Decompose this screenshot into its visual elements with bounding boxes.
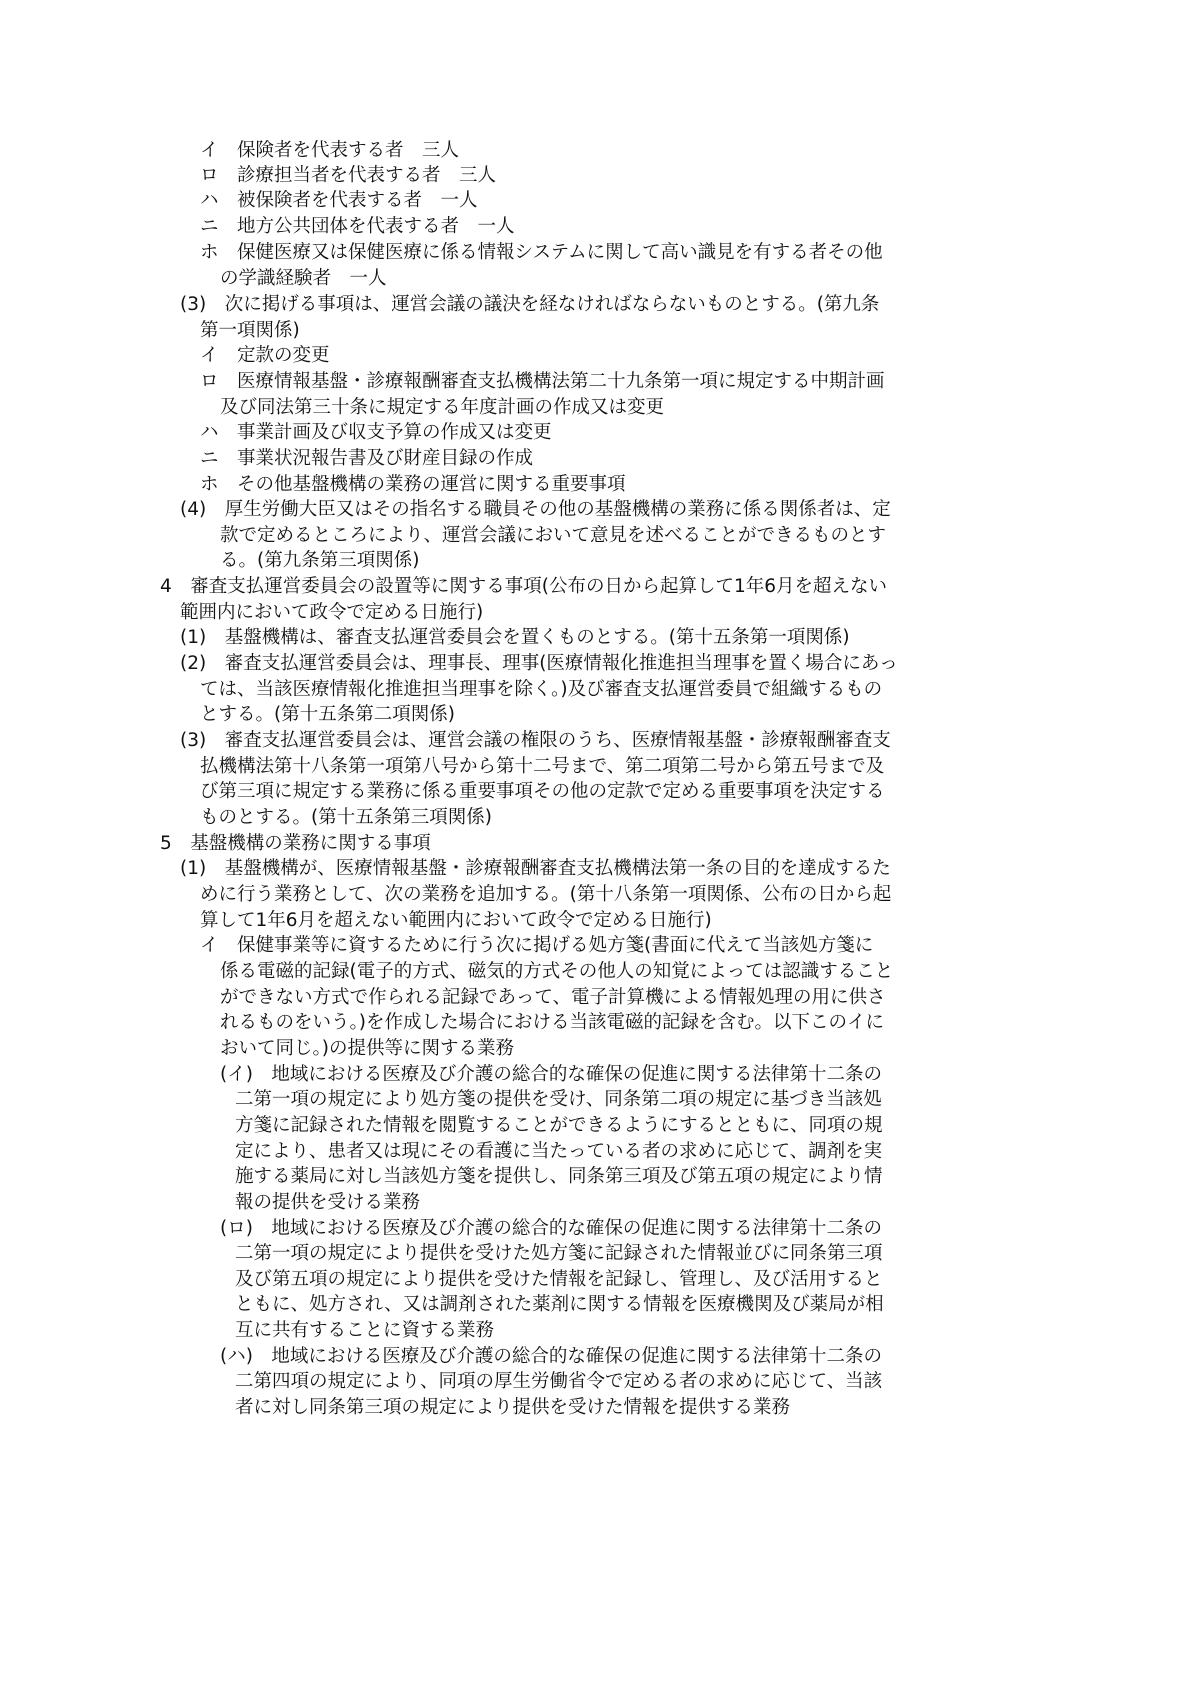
text-line: ホ 保健医療又は保健医療に係る情報システムに関して高い識見を有する者その他 — [200, 242, 883, 263]
text-line: おいて同じ。)の提供等に関する業務 — [220, 1038, 514, 1059]
text-line: 二第一項の規定により提供を受けた処方箋に記録された情報並びに同条第三項 — [235, 1243, 883, 1264]
text-line: (1) 基盤機構が、医療情報基盤・診療報酬審査支払機構法第一条の目的を達成するた — [180, 858, 891, 879]
text-line: 4 審査支払運営委員会の設置等に関する事項(公布の日から起算して1年6月を超えない — [160, 576, 888, 597]
text-line: 5 基盤機構の業務に関する事項 — [160, 833, 431, 854]
text-line: ニ 地方公共団体を代表する者 一人 — [200, 216, 515, 237]
text-line: (イ) 地域における医療及び介護の総合的な確保の促進に関する法律第十二条の — [220, 1064, 882, 1085]
text-line: (4) 厚生労働大臣又はその指名する職員その他の基盤機構の業務に係る関係者は、定 — [180, 499, 891, 520]
text-line: ニ 事業状況報告書及び財産目録の作成 — [200, 448, 534, 469]
text-line: めに行う業務として、次の業務を追加する。(第十八条第一項関係、公布の日から起 — [200, 884, 892, 905]
text-line: 施する薬局に対し当該処方箋を提供し、同条第三項及び第五項の規定により情 — [235, 1166, 883, 1187]
text-line: ができない方式で作られる記録であって、電子計算機による情報処理の用に供さ — [220, 987, 886, 1008]
text-line: れるものをいう。)を作成した場合における当該電磁的記録を含む。以下このイに — [220, 1012, 884, 1033]
text-line: (1) 基盤機構は、審査支払運営委員会を置くものとする。(第十五条第一項関係) — [180, 627, 850, 648]
text-line: (2) 審査支払運営委員会は、理事長、理事(医療情報化推進担当理事を置く場合にあっ — [180, 653, 898, 674]
text-line: ホ その他基盤機構の業務の運営に関する重要事項 — [200, 474, 626, 495]
text-line: 報の提供を受ける業務 — [235, 1192, 421, 1213]
text-line: ハ 被保険者を代表する者 一人 — [200, 190, 478, 211]
text-line: 二第四項の規定により、同項の厚生労働省令で定める者の求めに応じて、当該 — [235, 1371, 883, 1392]
text-line: ハ 事業計画及び収支予算の作成又は変更 — [200, 422, 552, 443]
text-line: び第三項に規定する業務に係る重要事項その他の定款で定める重要事項を決定する — [200, 781, 885, 802]
text-line: 算して1年6月を超えない範囲内において政令で定める日施行) — [200, 910, 712, 931]
text-line: (ハ) 地域における医療及び介護の総合的な確保の促進に関する法律第十二条の — [220, 1346, 882, 1367]
text-line: る。(第九条第三項関係) — [220, 550, 420, 571]
text-line: 及び同法第三十条に規定する年度計画の作成又は変更 — [220, 397, 665, 418]
text-line: (3) 審査支払運営委員会は、運営会議の権限のうち、医療情報基盤・診療報酬審査支 — [180, 730, 891, 751]
text-line: ものとする。(第十五条第三項関係) — [200, 807, 492, 828]
text-line: (ロ) 地域における医療及び介護の総合的な確保の促進に関する法律第十二条の — [220, 1218, 882, 1239]
text-line: イ 保健事業等に資するために行う次に掲げる処方箋(書面に代えて当該処方箋に — [200, 935, 874, 956]
text-line: 係る電磁的記録(電子的方式、磁気的方式その他人の知覚によっては認識すること — [220, 961, 894, 982]
text-line: (3) 次に掲げる事項は、運営会議の議決を経なければならないものとする。(第九条 — [180, 294, 880, 315]
text-line: ロ 診療担当者を代表する者 三人 — [200, 165, 497, 186]
text-line: イ 保険者を代表する者 三人 — [200, 140, 460, 161]
text-line: イ 定款の変更 — [200, 345, 330, 366]
text-line: 款で定めるところにより、運営会議において意見を述べることができるものとす — [220, 525, 887, 546]
text-line: ともに、処方され、又は調剤された薬剤に関する情報を医療機関及び薬局が相 — [235, 1294, 884, 1315]
text-line: 定により、患者又は現にその看護に当たっている者の求めに応じて、調剤を実 — [235, 1141, 883, 1162]
text-line: 及び第五項の規定により提供を受けた情報を記録し、管理し、及び活用すると — [235, 1269, 883, 1290]
text-line: 第一項関係) — [200, 320, 300, 341]
text-line: 範囲内において政令で定める日施行) — [180, 602, 484, 623]
text-line: 払機構法第十八条第一項第八号から第十二号まで、第二項第二号から第五号まで及 — [200, 756, 885, 777]
text-line: の学識経験者 一人 — [220, 268, 387, 289]
text-line: ては、当該医療情報化推進担当理事を除く。)及び審査支払運営委員で組織するもの — [200, 679, 883, 700]
text-line: 互に共有することに資する業務 — [235, 1320, 495, 1341]
text-line: 二第一項の規定により処方箋の提供を受け、同条第二項の規定に基づき当該処 — [235, 1089, 882, 1110]
text-line: 方箋に記録された情報を閲覧することができるようにするとともに、同項の規 — [235, 1115, 883, 1136]
text-line: とする。(第十五条第二項関係) — [200, 704, 455, 725]
text-line: ロ 医療情報基盤・診療報酬審査支払機構法第二十九条第一項に規定する中期計画 — [200, 371, 885, 392]
text-line: 者に対し同条第三項の規定により提供を受けた情報を提供する業務 — [235, 1397, 791, 1418]
